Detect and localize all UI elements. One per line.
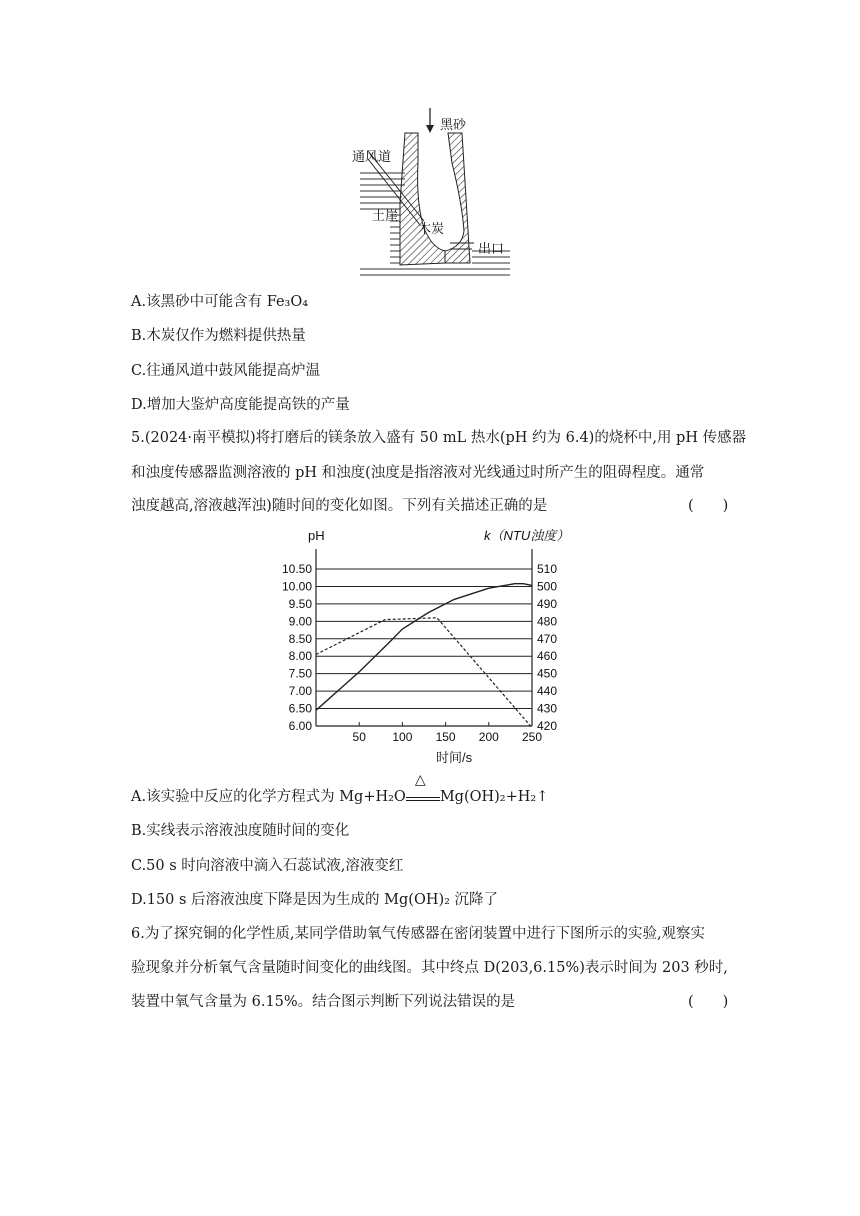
q5-option-b: B.实线表示溶液浊度随时间的变化 (131, 823, 350, 839)
label-air-duct: 通风道 (352, 149, 392, 164)
label-charcoal: 木炭 (418, 221, 445, 236)
reaction-condition (406, 772, 440, 807)
x-tick-label: 150 (435, 730, 456, 744)
q5-option-a (131, 772, 549, 807)
right-tick-label: 460 (537, 649, 558, 664)
heat-triangle-icon: △ (414, 772, 426, 788)
left-tick-label: 10.50 (281, 562, 312, 576)
x-tick-label: 50 (352, 730, 366, 744)
q5-option-d: D.150 s 后溶液浊度下降是因为生成的 Mg(OH)₂ 沉降了 (131, 892, 499, 908)
q6-stem-line2: 验现象并分析氧气含量随时间变化的曲线图。其中终点 D(203,6.15%)表示时间为 203 秒时, (131, 960, 728, 976)
left-tick-label: 8.50 (288, 631, 312, 646)
right-tick-label: 430 (537, 701, 558, 716)
label-outlet: 出口 (478, 241, 505, 256)
left-tick-label: 6.50 (288, 701, 312, 716)
series-dashed-line (316, 618, 532, 728)
right-tick-label: 500 (537, 579, 558, 594)
right-tick-label: 490 (537, 596, 558, 611)
right-axis-label: k（NTU浊度） (484, 528, 570, 543)
q4-option-a: A.该黑砂中可能含有 Fe₃O₄ (131, 294, 309, 310)
right-tick-label: 480 (537, 614, 558, 629)
q5-option-c: C.50 s 时向溶液中滴入石蕊试液,溶液变红 (131, 858, 404, 874)
q6-stem-line1: 6.为了探究铜的化学性质,某同学借助氧气传感器在密闭装置中进行下图所示的实验,观察实 (131, 926, 706, 942)
q5-stem-line2: 和浊度传感器监测溶液的 pH 和浊度(浊度是指溶液对光线通过时所产生的阻碍程度。通常 (131, 465, 705, 481)
ph-turbidity-chart (272, 526, 592, 766)
q4-option-b: B.木炭仅作为燃料提供热量 (131, 328, 306, 344)
q5-answer-bracket: ( ) (688, 498, 729, 514)
left-tick-label: 6.00 (288, 719, 312, 733)
left-tick-label: 7.50 (288, 666, 312, 681)
furnace-diagram (350, 103, 550, 283)
left-tick-label: 9.50 (288, 596, 312, 611)
q4-option-c: C.往通风道中鼓风能提高炉温 (131, 363, 321, 379)
left-tick-label: 7.00 (288, 684, 312, 699)
q6-stem-line3: 装置中氧气含量为 6.15%。结合图示判断下列说法错误的是 (131, 994, 516, 1010)
q5-stem-line1: 5.(2024·南平模拟)将打磨后的镁条放入盛有 50 mL 热水(pH 约为 6.4)的烧杯中,用 pH 传感器 (131, 430, 747, 446)
q4-option-d: D.增加大鉴炉高度能提高铁的产量 (131, 397, 350, 413)
right-tick-label: 420 (537, 719, 558, 733)
q5-option-a-prefix: A.该实验中反应的化学方程式为 Mg+H₂O (131, 789, 406, 805)
x-tick-label: 250 (521, 730, 543, 744)
q5-option-a-suffix: Mg(OH)₂+H₂↑ (439, 789, 549, 805)
label-earth-cliff: 土崖 (372, 208, 399, 223)
right-tick-label: 510 (537, 562, 558, 576)
x-tick-label: 200 (478, 730, 499, 744)
left-tick-label: 10.00 (281, 579, 312, 594)
q5-stem-line3: 浊度越高,溶液越浑浊)随时间的变化如图。下列有关描述正确的是 (131, 498, 548, 514)
q6-answer-bracket: ( ) (688, 994, 729, 1010)
right-tick-label: 440 (537, 684, 558, 699)
right-tick-label: 450 (537, 666, 558, 681)
label-black-sand: 黑砂 (440, 117, 467, 132)
left-axis-label: pH (308, 528, 325, 543)
left-tick-label: 8.00 (288, 649, 312, 664)
left-tick-label: 9.00 (288, 614, 312, 629)
right-tick-label: 470 (537, 631, 558, 646)
x-axis-label: 时间/s (436, 750, 473, 765)
x-tick-label: 100 (392, 730, 413, 744)
